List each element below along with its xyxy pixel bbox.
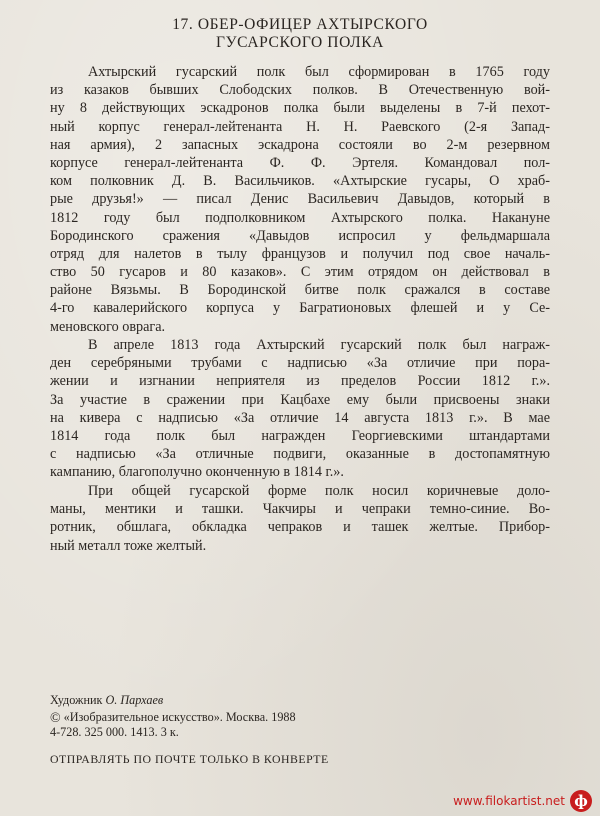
text-line: ный металл тоже желтый. bbox=[50, 537, 207, 554]
text-line: Бородинского сражения «Давыдов испросил у фельдмаршала bbox=[50, 227, 550, 244]
publisher-line bbox=[50, 710, 296, 725]
text-line: 1812 году был подполковником Ахтырского полка. Накануне bbox=[50, 209, 550, 226]
title-line-2: ГУСАРСКОГО ПОЛКА bbox=[216, 34, 384, 51]
title-line-1: 17. ОБЕР-ОФИЦЕР АХТЫРСКОГО bbox=[172, 16, 428, 33]
print-code: 4-728. 325 000. 1413. 3 к. bbox=[50, 725, 179, 739]
artist-name: О. Пархаев bbox=[105, 693, 164, 707]
text-line: 1814 года полк был награжден Георгиевскими штандартами bbox=[50, 427, 550, 444]
text-line: корпусе генерал-лейтенанта Ф. Ф. Эртеля. Командовал пол- bbox=[50, 154, 550, 171]
artist-credit bbox=[50, 693, 163, 708]
filokartist-logo-icon: ф bbox=[570, 790, 592, 812]
text-line: При общей гусарской форме полк носил коричневые доло- bbox=[88, 483, 550, 499]
text-line: ну 8 действующих эскадронов полка были выделены в 7-й пехот- bbox=[50, 100, 550, 117]
text-line: из казаков бывших Слободских полков. В Отечественную вой- bbox=[50, 82, 550, 99]
artist-label: Художник bbox=[50, 693, 103, 707]
text-line: ство 50 гусаров и 80 казаков». С этим отрядом он действовал в bbox=[50, 264, 550, 281]
text-line: отряд для налетов в тылу французов и получил под свое началь- bbox=[50, 245, 550, 262]
text-line: кампанию, благополучно оконченную в 1814 г.». bbox=[50, 464, 344, 481]
text-line: Ахтырский гусарский полк был сформирован в 1765 году bbox=[88, 64, 550, 80]
text-line: на кивера с надписью «За отличие 14 августа 1813 г.». В мае bbox=[50, 409, 550, 426]
paragraph-3 bbox=[50, 482, 550, 555]
watermark-url: www.filokartist.net bbox=[453, 794, 565, 808]
copyright-icon: © bbox=[50, 711, 61, 726]
text-line: В апреле 1813 года Ахтырский гусарский полк был награж- bbox=[88, 337, 550, 353]
publisher: «Изобразительное искусство». Москва. 1988 bbox=[63, 710, 296, 724]
text-line: жении и изгнании неприятеля из пределов России 1812 г.». bbox=[50, 373, 550, 390]
text-line: За участие в сражении при Кацбахе ему были присвоены знаки bbox=[50, 391, 550, 408]
mail-notice: ОТПРАВЛЯТЬ ПО ПОЧТЕ ТОЛЬКО В КОНВЕРТЕ bbox=[50, 752, 329, 766]
text-line: рые друзья!» — писал Денис Васильевич Давыдов, который в bbox=[50, 191, 550, 208]
text-line: районе Вязьмы. В Бородинской битве полк сражался в составе bbox=[50, 282, 550, 299]
text-line: ная армия), 2 запасных эскадрона состояли во 2-м резервном bbox=[50, 136, 550, 153]
text-line: меновского оврага. bbox=[50, 318, 166, 335]
text-line: с надписью «За отличные подвиги, оказанные в достопамятную bbox=[50, 446, 550, 463]
text-line: маны, ментики и ташки. Чакчиры и чепраки темно-синие. Во- bbox=[50, 501, 550, 518]
paragraph-1 bbox=[50, 63, 550, 336]
text-line: ротник, обшлага, обкладка чепраков и ташек желтые. Прибор- bbox=[50, 519, 550, 536]
text-line: ком полковник Д. В. Васильчиков. «Ахтырские гусары, О храб- bbox=[50, 173, 550, 190]
text-line: ный корпус генерал-лейтенанта Н. Н. Раевского (2-я Запад- bbox=[50, 118, 550, 135]
watermark bbox=[453, 790, 592, 812]
paragraph-2 bbox=[50, 336, 550, 482]
text-line: 4-го кавалерийского корпуса у Багратионовых флешей и у Се- bbox=[50, 300, 550, 317]
text-line: ден серебряными трубами с надписью «За отличие при пора- bbox=[50, 355, 550, 372]
